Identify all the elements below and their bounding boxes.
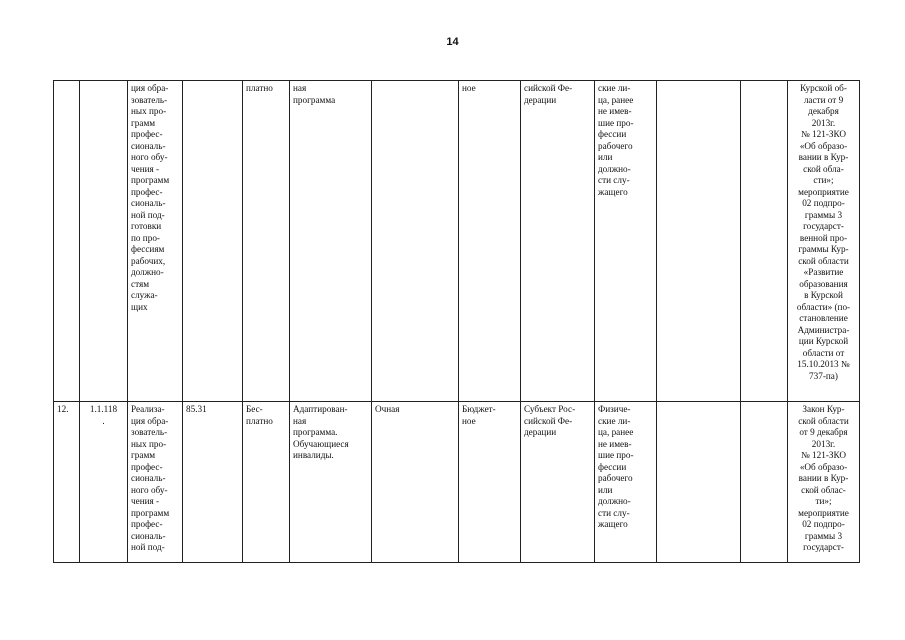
cell-payment: платно [243,81,290,402]
cell-source: ное [459,81,521,402]
cell-legal-basis: Закон Кур- ской области от 9 декабря 2013г. № 121-ЗКО «Об образо- вании в Кур- ской облас- ти»; мероприятие 02 подпро- граммы 3 государст- [788,402,860,563]
cell-consumers: Физиче- ские ли- ца, ранее не имев- шие про- фессии рабочего или должно- сти слу- жащего [595,402,657,563]
cell-number: 12. [54,402,80,563]
cell-consumers: ские ли- ца, ранее не имев- шие про- фессии рабочего или должно- сти слу- жащего [595,81,657,402]
cell-source: Бюджет- ное [459,402,521,563]
cell-legal-basis: Курской об- ласти от 9 декабря 2013г. № 121-ЗКО «Об образо- вании в Кур- ской обла- сти»; мероприятие 02 подпро- граммы 3 государст- венной про- граммы Кур- ской области «Развитие образования в Курской области» (по- становление Администра- ции Курской области от 15.10.2013 № 737-па) [788,81,860,402]
cell-code: 1.1.118 . [80,402,128,563]
registry-table [53,80,860,563]
cell-form [372,81,459,402]
cell-extra [741,81,788,402]
cell-number [54,81,80,402]
cell-extra [741,402,788,563]
cell-program: ная программа [290,81,372,402]
page-number: 14 [446,36,459,48]
table-row [54,81,860,402]
cell-founder: Субъект Рос- сийской Фе- дерации [521,402,595,563]
cell-service-name: Реализа- ция обра- зователь- ных про- грамм профес- сиональ- ного обу- чения - программ профес- сиональ- ной под- [128,402,183,563]
cell-founder: сийской Фе- дерации [521,81,595,402]
cell-payment: Бес- платно [243,402,290,563]
table-row [54,402,860,563]
cell-form: Очная [372,402,459,563]
cell-extra [657,81,741,402]
cell-code [80,81,128,402]
cell-service-name: ция обра- зователь- ных про- грамм профес- сиональ- ного обу- чения - программ профес- сиональ- ной под- готовки по про- фессиям рабочих, должно- стям служа- щих [128,81,183,402]
cell-program: Адаптирован- ная программа. Обучающиеся инвалиды. [290,402,372,563]
cell-okved [183,81,243,402]
cell-okved: 85.31 [183,402,243,563]
cell-extra [657,402,741,563]
